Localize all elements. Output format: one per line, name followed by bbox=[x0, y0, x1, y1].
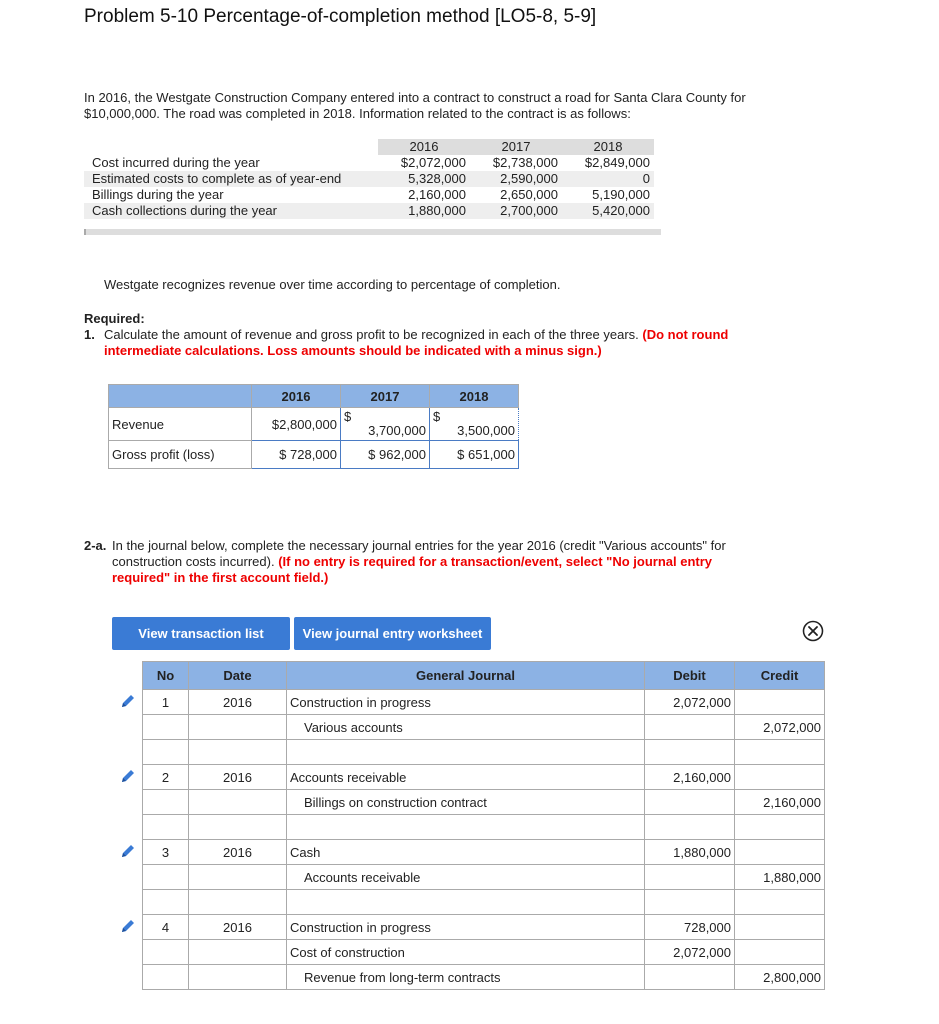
entry-date: 2016 bbox=[189, 840, 287, 865]
info-year: 2018 bbox=[562, 139, 654, 155]
credit-field[interactable] bbox=[735, 690, 825, 715]
debit-field[interactable] bbox=[645, 790, 735, 815]
journal-row bbox=[114, 790, 825, 815]
credit-field[interactable] bbox=[735, 765, 825, 790]
journal-row bbox=[114, 715, 825, 740]
entry-number: 1 bbox=[143, 690, 189, 715]
pencil-icon[interactable] bbox=[120, 843, 136, 859]
req1-text: Calculate the amount of revenue and gross profit to be recognized in each of the three years. bbox=[104, 327, 639, 342]
journal-row bbox=[114, 840, 825, 865]
info-year: 2017 bbox=[470, 139, 562, 155]
info-value: 5,190,000 bbox=[592, 187, 650, 202]
info-value: $2,738,000 bbox=[492, 155, 558, 170]
revenue-header-row bbox=[109, 385, 519, 408]
info-value: 2,650,000 bbox=[500, 187, 558, 202]
credit-field[interactable] bbox=[735, 840, 825, 865]
page-title: Problem 5-10 Percentage-of-completion method [LO5-8, 5-9] bbox=[84, 6, 597, 27]
debit-field[interactable] bbox=[645, 865, 735, 890]
part2a-text: In the journal below, complete the necessary journal entries for the year 2016 (credit "Various accounts" for construction costs incurred). bbox=[112, 538, 726, 569]
info-value: 5,420,000 bbox=[562, 203, 654, 219]
info-row bbox=[84, 155, 654, 171]
revenue-2017-value: 3,700,000 bbox=[368, 422, 426, 438]
revenue-2017-input[interactable] bbox=[341, 408, 430, 441]
dollar-sign: $ bbox=[344, 408, 352, 424]
pencil-icon[interactable] bbox=[120, 918, 136, 934]
credit-field[interactable] bbox=[735, 940, 825, 965]
debit-field[interactable]: 2,072,000 bbox=[645, 690, 735, 715]
req-number: 1. bbox=[84, 327, 95, 342]
req-number: 2-a. bbox=[84, 538, 107, 553]
journal-table bbox=[114, 661, 825, 990]
info-value: 2,700,000 bbox=[470, 203, 562, 219]
entry-number: 4 bbox=[143, 915, 189, 940]
info-year: 2016 bbox=[378, 139, 470, 155]
account-field[interactable]: Accounts receivable bbox=[287, 765, 645, 790]
account-field[interactable] bbox=[287, 890, 645, 915]
debit-field[interactable] bbox=[645, 815, 735, 840]
debit-field[interactable]: 2,072,000 bbox=[645, 940, 735, 965]
account-field[interactable]: Cost of construction bbox=[287, 940, 645, 965]
journal-row bbox=[114, 865, 825, 890]
contract-info-table bbox=[84, 139, 654, 219]
dollar-sign: $ bbox=[433, 408, 441, 424]
revenue-2016-input[interactable]: $2,800,000 bbox=[252, 408, 341, 441]
gross-profit-label: Gross profit (loss) bbox=[109, 441, 252, 469]
requirement-1 bbox=[84, 311, 784, 359]
journal-spacer-row bbox=[114, 815, 825, 840]
info-header-row bbox=[84, 139, 654, 155]
westgate-text: Westgate recognizes revenue over time according to percentage of completion. bbox=[104, 277, 561, 292]
revenue-year: 2017 bbox=[341, 385, 430, 408]
header-credit: Credit bbox=[735, 662, 825, 690]
req1-note: (Do not round intermediate calculations. Loss amounts should be indicated with a minus sign.) bbox=[104, 327, 729, 358]
entry-number: 2 bbox=[143, 765, 189, 790]
revenue-2018-value: 3,500,000 bbox=[457, 422, 515, 438]
info-row bbox=[84, 203, 654, 219]
journal-row bbox=[114, 915, 825, 940]
header-general-journal: General Journal bbox=[287, 662, 645, 690]
account-field[interactable]: Construction in progress bbox=[287, 690, 645, 715]
revenue-table bbox=[108, 384, 519, 469]
entry-number: 3 bbox=[143, 840, 189, 865]
intro-text: In 2016, the Westgate Construction Company entered into a contract to construct a road for Santa Clara County for $10,000,000. The road was completed in 2018. Information related to the contract is as follows: bbox=[84, 90, 746, 121]
header-debit: Debit bbox=[645, 662, 735, 690]
debit-field[interactable] bbox=[645, 740, 735, 765]
debit-field[interactable]: 2,160,000 bbox=[645, 765, 735, 790]
account-field[interactable] bbox=[287, 815, 645, 840]
info-value: 5,328,000 bbox=[378, 171, 470, 187]
account-field[interactable]: Cash bbox=[287, 840, 645, 865]
debit-field[interactable] bbox=[645, 715, 735, 740]
journal-row bbox=[114, 940, 825, 965]
account-field[interactable]: Accounts receivable bbox=[287, 865, 645, 890]
info-value: 2,160,000 bbox=[408, 187, 466, 202]
info-row bbox=[84, 171, 654, 187]
revenue-year: 2018 bbox=[430, 385, 519, 408]
close-icon[interactable] bbox=[802, 620, 824, 642]
account-field[interactable]: Construction in progress bbox=[287, 915, 645, 940]
credit-field[interactable]: 2,800,000 bbox=[735, 965, 825, 990]
view-transaction-list-button[interactable]: View transaction list bbox=[112, 617, 290, 650]
required-label: Required: bbox=[84, 311, 145, 326]
table-scrollbar[interactable] bbox=[84, 229, 661, 235]
gross-profit-2016-input[interactable]: $ 728,000 bbox=[252, 441, 341, 469]
journal-row bbox=[114, 690, 825, 715]
requirement-2a bbox=[84, 538, 764, 586]
entry-date: 2016 bbox=[189, 765, 287, 790]
pencil-icon[interactable] bbox=[120, 768, 136, 784]
info-row-label: Estimated costs to complete as of year-end bbox=[84, 171, 378, 187]
credit-field[interactable] bbox=[735, 915, 825, 940]
credit-field[interactable]: 2,072,000 bbox=[735, 715, 825, 740]
journal-spacer-row bbox=[114, 890, 825, 915]
info-value: 1,880,000 bbox=[378, 203, 470, 219]
header-date: Date bbox=[189, 662, 287, 690]
part2a-note: (If no entry is required for a transaction/event, select "No journal entry required" in the first account field.) bbox=[112, 554, 713, 585]
account-field[interactable] bbox=[287, 740, 645, 765]
info-value: 2,590,000 bbox=[470, 171, 562, 187]
info-row-label: Cost incurred during the year bbox=[92, 155, 260, 170]
journal-header-row bbox=[114, 662, 825, 690]
journal-row bbox=[114, 965, 825, 990]
journal-spacer-row bbox=[114, 740, 825, 765]
pencil-icon[interactable] bbox=[120, 693, 136, 709]
entry-date: 2016 bbox=[189, 690, 287, 715]
info-row bbox=[84, 187, 654, 203]
account-field[interactable]: Revenue from long-term contracts bbox=[287, 965, 645, 990]
header-no: No bbox=[143, 662, 189, 690]
debit-field[interactable]: 728,000 bbox=[645, 915, 735, 940]
credit-field[interactable] bbox=[735, 890, 825, 915]
revenue-row bbox=[109, 408, 519, 441]
entry-date: 2016 bbox=[189, 915, 287, 940]
journal-row bbox=[114, 765, 825, 790]
info-row-label: Cash collections during the year bbox=[84, 203, 378, 219]
debit-field[interactable]: 1,880,000 bbox=[645, 840, 735, 865]
credit-field[interactable]: 2,160,000 bbox=[735, 790, 825, 815]
credit-field[interactable]: 1,880,000 bbox=[735, 865, 825, 890]
revenue-year: 2016 bbox=[252, 385, 341, 408]
gross-profit-row bbox=[109, 441, 519, 469]
info-row-label: Billings during the year bbox=[92, 187, 224, 202]
debit-field[interactable] bbox=[645, 965, 735, 990]
revenue-2018-input[interactable] bbox=[430, 408, 519, 441]
view-journal-worksheet-button[interactable]: View journal entry worksheet bbox=[294, 617, 491, 650]
credit-field[interactable] bbox=[735, 815, 825, 840]
gross-profit-2017-input[interactable]: $ 962,000 bbox=[341, 441, 430, 469]
gross-profit-2018-input[interactable]: $ 651,000 bbox=[430, 441, 519, 469]
account-field[interactable]: Billings on construction contract bbox=[287, 790, 645, 815]
info-value: $2,072,000 bbox=[400, 155, 466, 170]
debit-field[interactable] bbox=[645, 890, 735, 915]
revenue-label: Revenue bbox=[109, 408, 252, 441]
credit-field[interactable] bbox=[735, 740, 825, 765]
info-value: 0 bbox=[562, 171, 654, 187]
account-field[interactable]: Various accounts bbox=[287, 715, 645, 740]
info-value: $2,849,000 bbox=[584, 155, 650, 170]
